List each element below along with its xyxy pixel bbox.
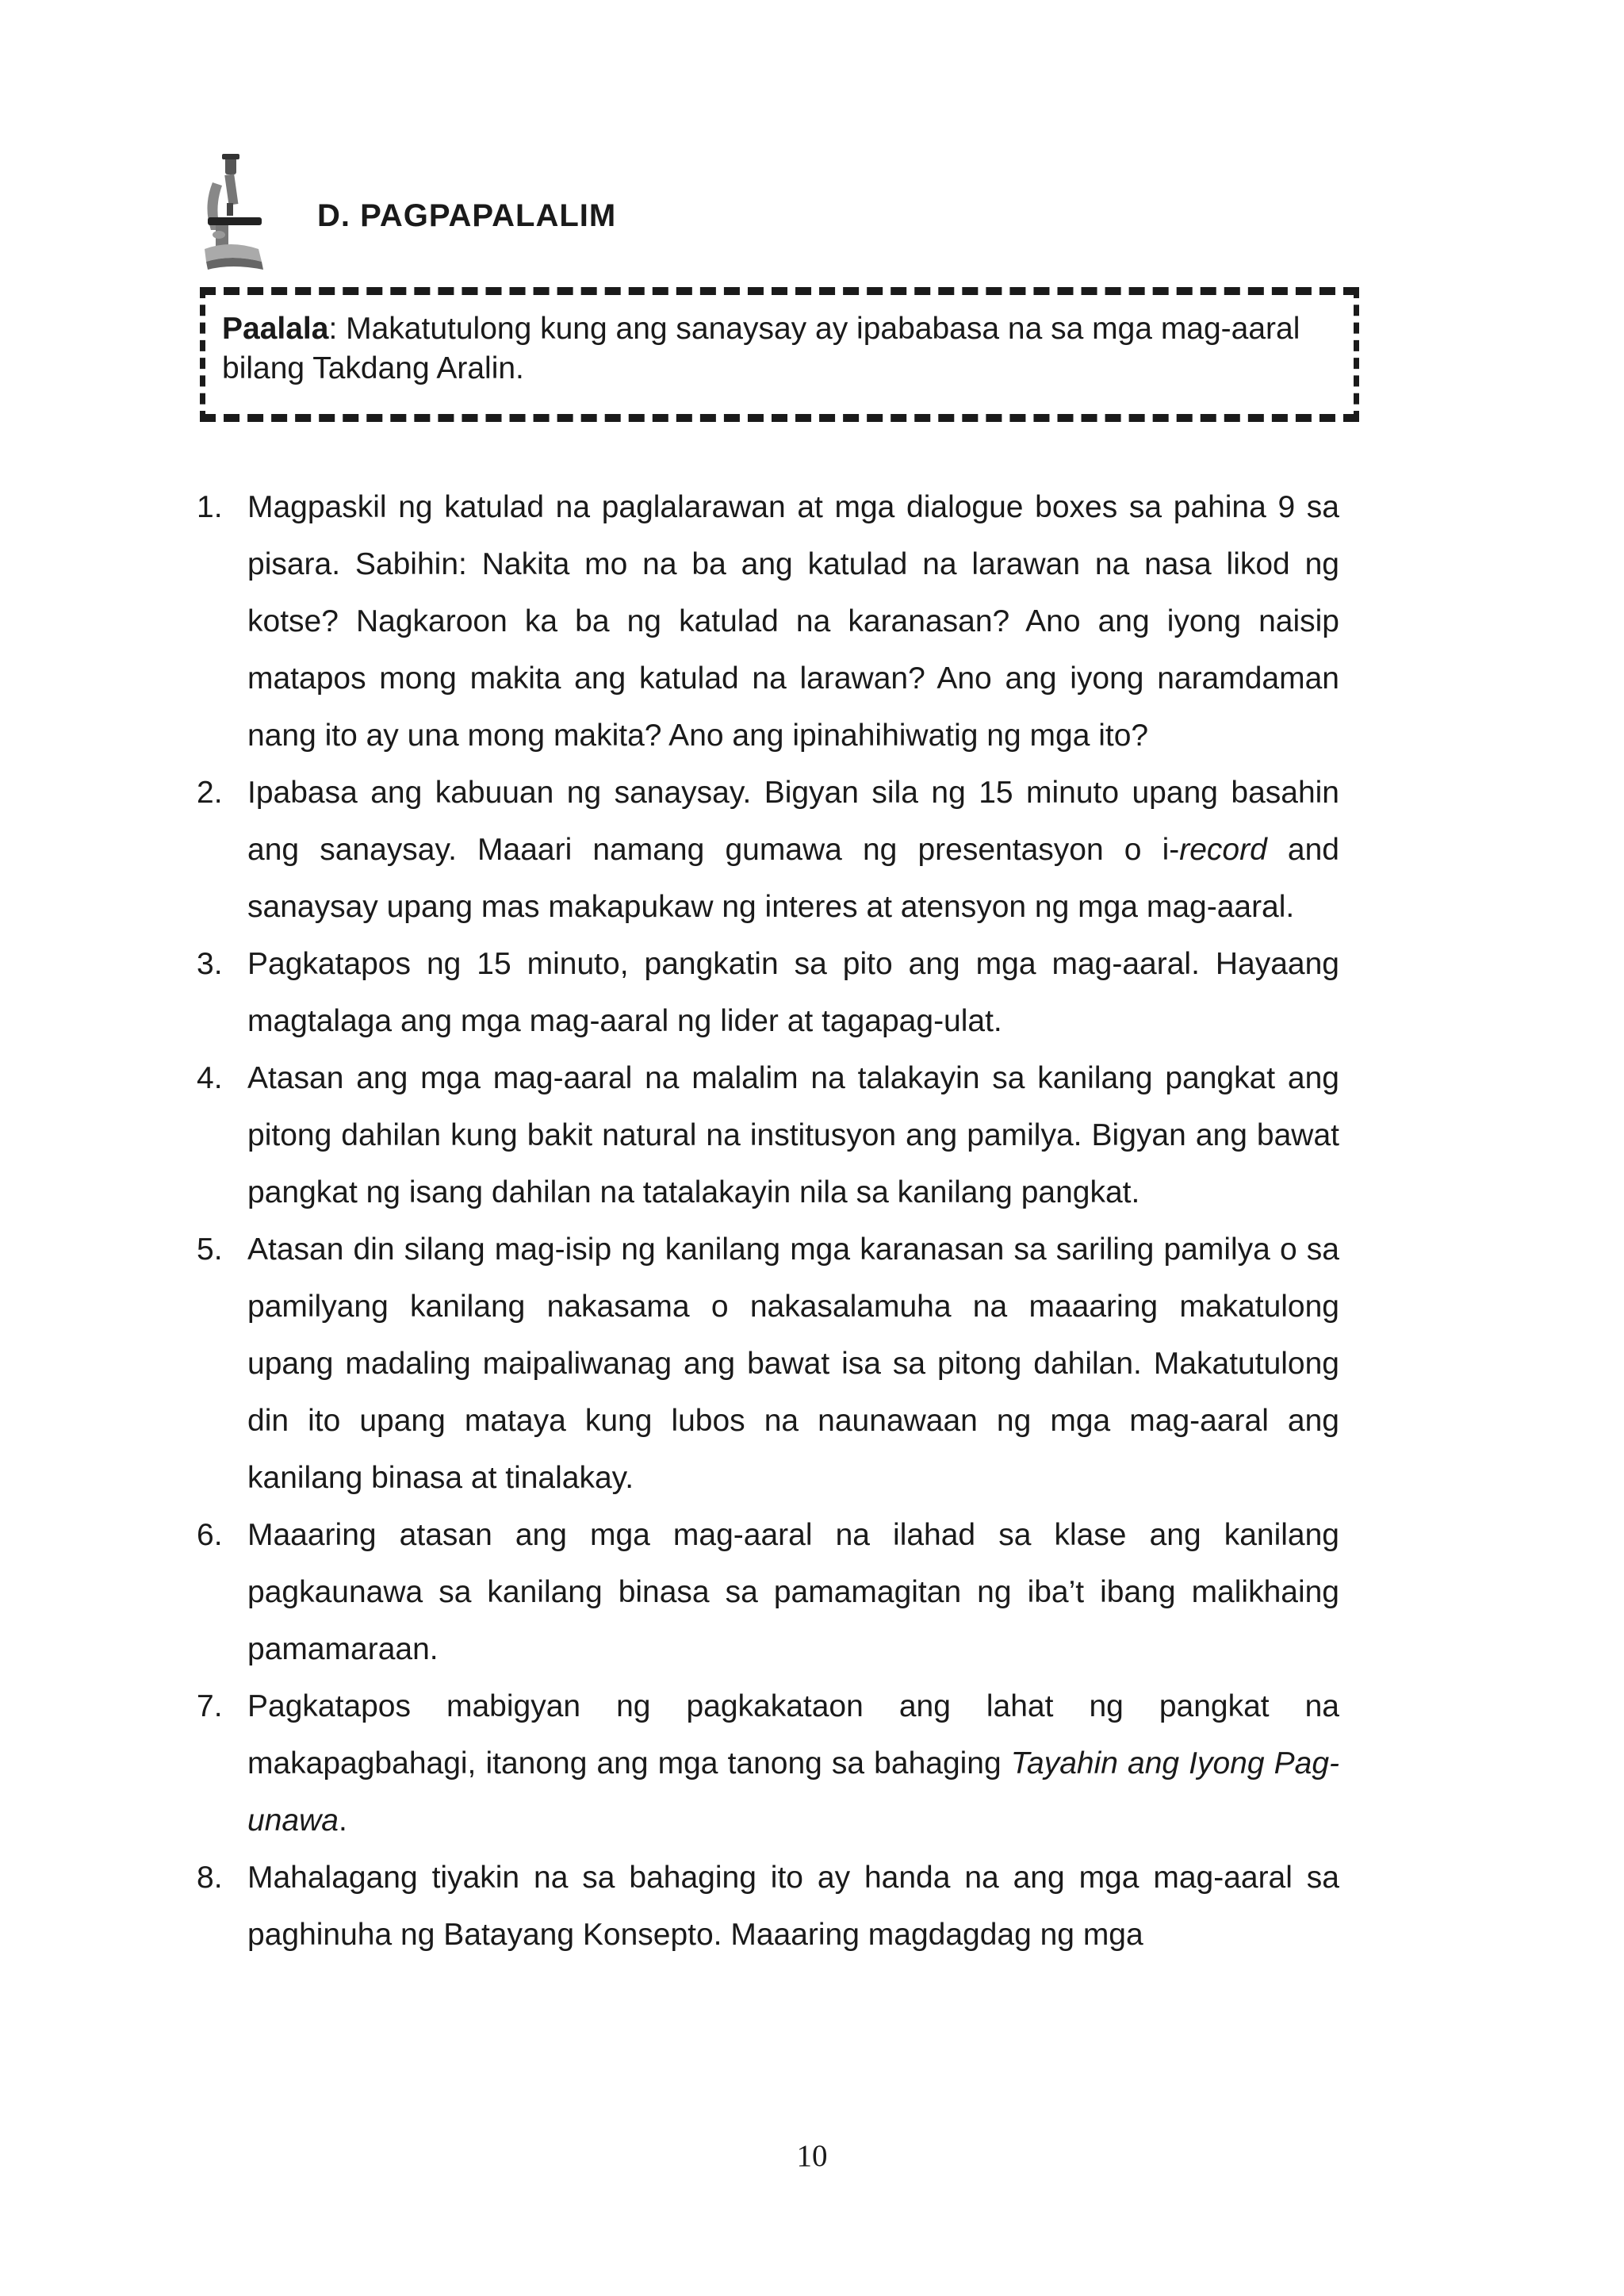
step-item: [197, 1507, 1339, 1678]
step-item: [197, 936, 1339, 1050]
microscope-icon: [198, 151, 278, 278]
step-item: [197, 1221, 1339, 1507]
step-number: 3.: [197, 947, 223, 981]
reminder-text: [222, 309, 1324, 389]
step-text: Magpaskil ng katulad na paglalarawan at mga dialogue boxes sa pahina 9 sa pisara. Sabihin: Nakita mo na ba ang katulad na larawan na nasa likod ng kotse? Nagkaroon ka ba ng katulad na karanasan? Ano ang iyong naisip matapos mong makita ang katulad na larawan? Ano ang iyong naramdaman nang ito ay una mong makita? Ano ang ipinahihiwatig ng mga ito?: [247, 490, 1339, 753]
instruction-steps: [197, 479, 1339, 1964]
step-text: Maaaring atasan ang mga mag-aaral na ilahad sa klase ang kanilang pagkaunawa sa kanilang binasa sa pamamagitan ng iba’t ibang malikhaing pamamaraan.: [247, 1518, 1339, 1666]
step-number: 4.: [197, 1061, 223, 1095]
step-text: [247, 765, 1339, 936]
step-text-part: and sanaysay upang mas makapukaw ng interes at atensyon ng mga mag-aaral.: [247, 833, 1339, 924]
section-title: D. PAGPAPALALIM: [317, 198, 617, 233]
step-number: 6.: [197, 1518, 223, 1552]
step-text-italic: Tayahin ang Iyong Pag-unawa: [247, 1746, 1340, 1838]
step-item: [197, 1849, 1339, 1964]
step-text: [247, 1678, 1339, 1849]
step-text-italic: record: [1179, 833, 1267, 867]
step-item: [197, 765, 1339, 936]
step-item: [197, 1050, 1339, 1221]
step-text-part: Pagkatapos mabigyan ng pagkakataon ang lahat ng pangkat na makapagbahagi, itanong ang mga tanong sa bahaging: [247, 1689, 1339, 1780]
step-number: 1.: [197, 490, 223, 524]
step-number: 2.: [197, 776, 223, 810]
step-text: Mahalagang tiyakin na sa bahaging ito ay handa na ang mga mag-aaral sa paghinuha ng Batayang Konsepto. Maaaring magdagdag ng mga: [247, 1861, 1339, 1952]
step-item: [197, 1678, 1339, 1849]
step-text-part: .: [338, 1803, 347, 1838]
step-number: 8.: [197, 1861, 223, 1895]
step-text: Pagkatapos ng 15 minuto, pangkatin sa pito ang mga mag-aaral. Hayaang magtalaga ang mga mag-aaral ng lider at tagapag-ulat.: [247, 947, 1339, 1038]
step-text: Atasan ang mga mag-aaral na malalim na talakayin sa kanilang pangkat ang pitong dahilan kung bakit natural na institusyon ang pamilya. Bigyan ang bawat pangkat ng isang dahilan na tatalakayin nila sa kanilang pangkat.: [247, 1061, 1339, 1209]
reminder-body: : Makatutulong kung ang sanaysay ay ipababasa na sa mga mag-aaral bilang Takdang Aralin.: [222, 312, 1300, 385]
step-text-part: Ipabasa ang kabuuan ng sanaysay. Bigyan sila ng 15 minuto upang basahin ang sanaysay. Maaari namang gumawa ng presentasyon o i-: [247, 776, 1339, 867]
reminder-label: Paalala: [222, 312, 329, 346]
step-number: 7.: [197, 1689, 223, 1723]
step-text: Atasan din silang mag-isip ng kanilang mga karanasan sa sariling pamilya o sa pamilyang kanilang nakasama o nakasalamuha na maaaring makatulong upang madaling maipaliwanag ang bawat isa sa pitong dahilan. Makatutulong din ito upang mataya kung lubos na naunawaan ng mga mag-aaral ang kanilang binasa at tinalakay.: [247, 1232, 1339, 1495]
page-number: 10: [796, 2139, 828, 2173]
step-number: 5.: [197, 1232, 223, 1267]
step-item: [197, 479, 1339, 765]
